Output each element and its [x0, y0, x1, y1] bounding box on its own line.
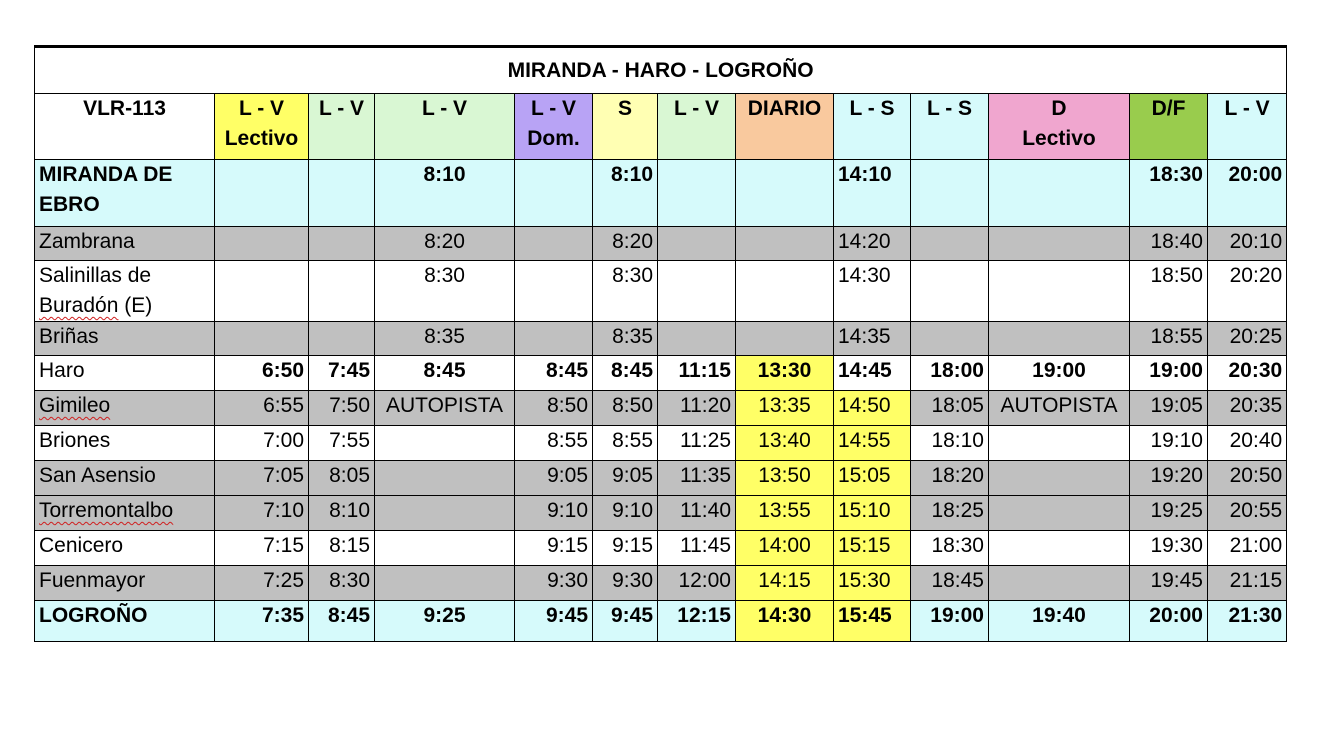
- stop-name: Cenicero: [35, 531, 215, 566]
- table-row: [35, 322, 1287, 356]
- time-cell: 14:30: [834, 261, 911, 322]
- stop-name: Salinillas de Buradón (E): [35, 261, 215, 322]
- time-cell: 20:30: [1208, 356, 1287, 391]
- time-cell: 8:55: [593, 426, 658, 461]
- time-cell: 9:15: [515, 531, 593, 566]
- time-cell: 20:25: [1208, 322, 1287, 356]
- stop-name: San Asensio: [35, 461, 215, 496]
- time-cell: [989, 261, 1130, 322]
- time-cell: 8:10: [593, 160, 658, 227]
- time-cell: 13:35: [736, 391, 834, 426]
- column-header: L - V: [1208, 94, 1287, 160]
- time-cell: 9:15: [593, 531, 658, 566]
- time-cell: 18:45: [911, 566, 989, 601]
- time-cell: 6:50: [215, 356, 309, 391]
- time-cell: 9:30: [515, 566, 593, 601]
- table-row: [35, 461, 1287, 496]
- time-cell: 15:15: [834, 531, 911, 566]
- time-cell: 20:40: [1208, 426, 1287, 461]
- table-row: [35, 426, 1287, 461]
- time-cell: [375, 426, 515, 461]
- stop-name: Fuenmayor: [35, 566, 215, 601]
- time-cell: 8:30: [309, 566, 375, 601]
- time-cell: 13:50: [736, 461, 834, 496]
- time-cell: [375, 531, 515, 566]
- column-header: L - V: [375, 94, 515, 160]
- stop-name: LOGROÑO: [35, 601, 215, 642]
- table-row: [35, 391, 1287, 426]
- time-cell: 21:15: [1208, 566, 1287, 601]
- time-cell: [375, 461, 515, 496]
- time-cell: 11:20: [658, 391, 736, 426]
- time-cell: [736, 227, 834, 261]
- time-cell: 8:10: [309, 496, 375, 531]
- table-row: [35, 227, 1287, 261]
- time-cell: 8:20: [375, 227, 515, 261]
- time-cell: 9:25: [375, 601, 515, 642]
- time-cell: [215, 261, 309, 322]
- time-cell: [515, 160, 593, 227]
- time-cell: [309, 227, 375, 261]
- time-cell: 9:45: [593, 601, 658, 642]
- time-cell: 18:30: [911, 531, 989, 566]
- time-cell: 7:55: [309, 426, 375, 461]
- time-cell: [515, 261, 593, 322]
- time-cell: 19:20: [1130, 461, 1208, 496]
- time-cell: 14:45: [834, 356, 911, 391]
- column-header: D Lectivo: [989, 94, 1130, 160]
- time-cell: 18:50: [1130, 261, 1208, 322]
- time-cell: 8:45: [593, 356, 658, 391]
- time-cell: 13:40: [736, 426, 834, 461]
- time-cell: 21:30: [1208, 601, 1287, 642]
- time-cell: 7:10: [215, 496, 309, 531]
- time-cell: 14:30: [736, 601, 834, 642]
- table-row: [35, 531, 1287, 566]
- column-header: L - S: [834, 94, 911, 160]
- time-cell: 20:50: [1208, 461, 1287, 496]
- time-cell: 19:40: [989, 601, 1130, 642]
- time-cell: 7:45: [309, 356, 375, 391]
- time-cell: 19:00: [989, 356, 1130, 391]
- time-cell: 18:55: [1130, 322, 1208, 356]
- time-cell: 12:15: [658, 601, 736, 642]
- table-row: [35, 160, 1287, 227]
- column-header: DIARIO: [736, 94, 834, 160]
- column-header: L - S: [911, 94, 989, 160]
- stop-name: MIRANDA DE EBRO: [35, 160, 215, 227]
- time-cell: [658, 227, 736, 261]
- column-header: L - V Lectivo: [215, 94, 309, 160]
- time-cell: [989, 322, 1130, 356]
- time-cell: [989, 566, 1130, 601]
- time-cell: [309, 160, 375, 227]
- header-row: [35, 94, 1287, 160]
- time-cell: 18:30: [1130, 160, 1208, 227]
- time-cell: 18:40: [1130, 227, 1208, 261]
- table-row: [35, 261, 1287, 322]
- time-cell: 11:45: [658, 531, 736, 566]
- time-cell: 19:45: [1130, 566, 1208, 601]
- time-cell: [989, 227, 1130, 261]
- time-cell: [215, 227, 309, 261]
- stop-name: Briñas: [35, 322, 215, 356]
- time-cell: 13:55: [736, 496, 834, 531]
- timetable: [34, 45, 1287, 642]
- time-cell: 9:05: [515, 461, 593, 496]
- time-cell: 14:35: [834, 322, 911, 356]
- time-cell: 20:35: [1208, 391, 1287, 426]
- time-cell: [375, 566, 515, 601]
- time-cell: 21:00: [1208, 531, 1287, 566]
- time-cell: [736, 160, 834, 227]
- time-cell: 18:25: [911, 496, 989, 531]
- time-cell: [736, 261, 834, 322]
- column-header: L - V: [658, 94, 736, 160]
- column-header: S: [593, 94, 658, 160]
- time-cell: 19:00: [1130, 356, 1208, 391]
- time-cell: 13:30: [736, 356, 834, 391]
- time-cell: [911, 227, 989, 261]
- time-cell: 14:10: [834, 160, 911, 227]
- time-cell: [911, 322, 989, 356]
- time-cell: 18:20: [911, 461, 989, 496]
- time-cell: 7:25: [215, 566, 309, 601]
- time-cell: 8:30: [593, 261, 658, 322]
- time-cell: 8:05: [309, 461, 375, 496]
- table-row: [35, 496, 1287, 531]
- time-cell: [989, 160, 1130, 227]
- table-row: [35, 356, 1287, 391]
- time-cell: 18:00: [911, 356, 989, 391]
- time-cell: 9:10: [593, 496, 658, 531]
- time-cell: 8:35: [375, 322, 515, 356]
- time-cell: [309, 322, 375, 356]
- stop-name: Zambrana: [35, 227, 215, 261]
- time-cell: 14:00: [736, 531, 834, 566]
- time-cell: 8:45: [515, 356, 593, 391]
- time-cell: [989, 531, 1130, 566]
- time-cell: 14:50: [834, 391, 911, 426]
- table-row: [35, 566, 1287, 601]
- time-cell: 7:05: [215, 461, 309, 496]
- time-cell: 19:00: [911, 601, 989, 642]
- stop-name: Haro: [35, 356, 215, 391]
- time-cell: 20:10: [1208, 227, 1287, 261]
- time-cell: 7:50: [309, 391, 375, 426]
- stop-name: Briones: [35, 426, 215, 461]
- stop-name: Gimileo: [35, 391, 215, 426]
- time-cell: 11:35: [658, 461, 736, 496]
- time-cell: 19:05: [1130, 391, 1208, 426]
- time-cell: 8:10: [375, 160, 515, 227]
- time-cell: [911, 261, 989, 322]
- time-cell: 8:30: [375, 261, 515, 322]
- time-cell: 14:15: [736, 566, 834, 601]
- time-cell: 20:00: [1208, 160, 1287, 227]
- time-cell: 18:10: [911, 426, 989, 461]
- table-row: [35, 601, 1287, 642]
- route-code: VLR-113: [35, 94, 215, 160]
- time-cell: 15:05: [834, 461, 911, 496]
- time-cell: 15:10: [834, 496, 911, 531]
- time-cell: 14:20: [834, 227, 911, 261]
- time-cell: AUTOPISTA: [989, 391, 1130, 426]
- time-cell: 15:45: [834, 601, 911, 642]
- time-cell: [658, 261, 736, 322]
- time-cell: 19:30: [1130, 531, 1208, 566]
- time-cell: [736, 322, 834, 356]
- time-cell: 8:50: [515, 391, 593, 426]
- time-cell: 8:35: [593, 322, 658, 356]
- time-cell: 11:25: [658, 426, 736, 461]
- time-cell: 7:35: [215, 601, 309, 642]
- time-cell: [989, 461, 1130, 496]
- timetable-title: MIRANDA - HARO - LOGROÑO: [35, 47, 1287, 94]
- column-header: D/F: [1130, 94, 1208, 160]
- time-cell: 9:05: [593, 461, 658, 496]
- time-cell: 20:55: [1208, 496, 1287, 531]
- time-cell: [515, 322, 593, 356]
- time-cell: [215, 322, 309, 356]
- time-cell: 18:05: [911, 391, 989, 426]
- time-cell: [658, 160, 736, 227]
- time-cell: 11:40: [658, 496, 736, 531]
- time-cell: 12:00: [658, 566, 736, 601]
- time-cell: [658, 322, 736, 356]
- time-cell: AUTOPISTA: [375, 391, 515, 426]
- time-cell: 8:50: [593, 391, 658, 426]
- time-cell: 19:10: [1130, 426, 1208, 461]
- time-cell: 8:20: [593, 227, 658, 261]
- time-cell: 7:00: [215, 426, 309, 461]
- time-cell: [375, 496, 515, 531]
- time-cell: 8:15: [309, 531, 375, 566]
- time-cell: 7:15: [215, 531, 309, 566]
- time-cell: 8:55: [515, 426, 593, 461]
- time-cell: [989, 426, 1130, 461]
- time-cell: 9:10: [515, 496, 593, 531]
- time-cell: 20:00: [1130, 601, 1208, 642]
- time-cell: 9:45: [515, 601, 593, 642]
- time-cell: 19:25: [1130, 496, 1208, 531]
- stop-name: Torremontalbo: [35, 496, 215, 531]
- time-cell: [911, 160, 989, 227]
- time-cell: 8:45: [309, 601, 375, 642]
- time-cell: 20:20: [1208, 261, 1287, 322]
- column-header: L - V: [309, 94, 375, 160]
- time-cell: 14:55: [834, 426, 911, 461]
- time-cell: [989, 496, 1130, 531]
- time-cell: 15:30: [834, 566, 911, 601]
- column-header: L - V Dom.: [515, 94, 593, 160]
- time-cell: 11:15: [658, 356, 736, 391]
- time-cell: [215, 160, 309, 227]
- time-cell: 9:30: [593, 566, 658, 601]
- time-cell: 6:55: [215, 391, 309, 426]
- time-cell: 8:45: [375, 356, 515, 391]
- time-cell: [309, 261, 375, 322]
- time-cell: [515, 227, 593, 261]
